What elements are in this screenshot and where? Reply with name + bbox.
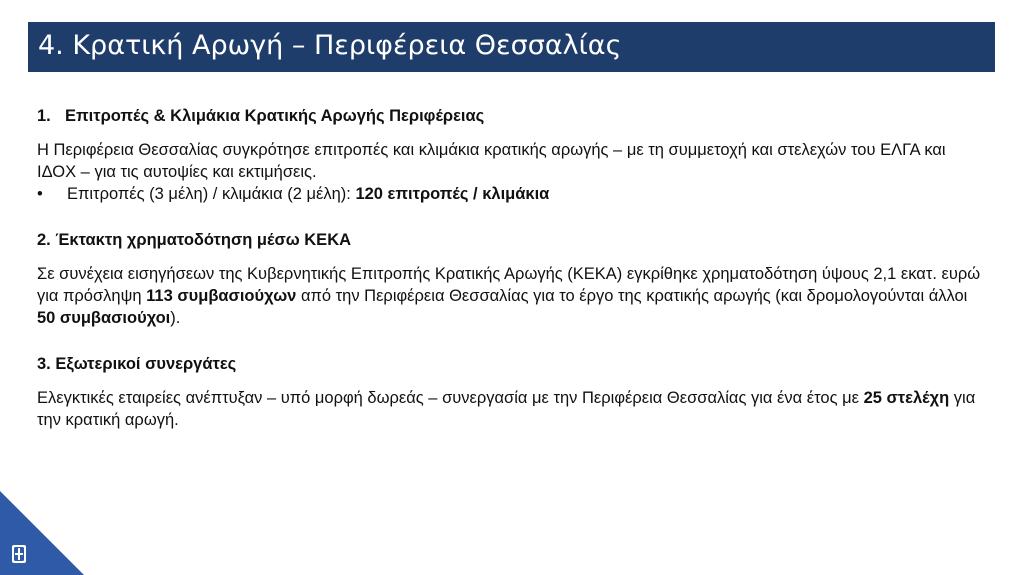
slide-title: 4. Κρατική Αρωγή – Περιφέρεια Θεσσαλίας [38,30,622,61]
bullet-text-bold: 120 επιτροπές / κλιμάκια [355,185,550,203]
section-3 [37,353,987,431]
bullet-symbol: • [37,185,43,203]
slide-content [37,105,987,431]
title-bar [28,22,995,72]
section-2-text-3: ). [170,309,181,327]
section-3-paragraph [37,387,987,431]
section-1-bullet [37,183,987,205]
corner-triangle [0,491,84,575]
section-2-text-1: Σε συνέχεια εισηγήσεων της Κυβερνητικής Επιτροπής Κρατικής Αρωγής (ΚΕΚΑ) εγκρίθηκε χρηματοδότηση ύψους 2,1 εκατ. ευρώ για πρόσληψη [37,265,981,305]
section-3-text-1: Ελεγκτικές εταιρείες ανέπτυξαν – υπό μορφή δωρεάς – συνεργασία με την Περιφέρεια Θεσσαλίας για ένα έτος με [37,389,864,407]
section-1-heading-text: Επιτροπές & Κλιμάκια Κρατικής Αρωγής Περιφέρειας [65,107,485,125]
section-3-bold-1: 25 στελέχη [863,389,950,407]
section-2-heading: 2. Έκτακτη χρηματοδότηση μέσω ΚΕΚΑ [37,231,352,249]
greek-coat-of-arms-icon [12,545,26,563]
section-3-heading: 3. Εξωτερικοί συνεργάτες [37,355,237,373]
section-2-bold-2: 50 συμβασιούχοι [37,309,171,327]
section-2 [37,229,987,329]
section-2-text-2: από την Περιφέρεια Θεσσαλίας για το έργο της κρατικής αρωγής (και δρομολογούνται άλλοι [296,287,968,305]
section-2-paragraph [37,263,987,329]
section-3-text-2: για την κρατική αρωγή. [37,389,976,429]
bullet-text-plain: Επιτροπές (3 μέλη) / κλιμάκια (2 μέλη): [67,185,356,203]
section-1-paragraph: Η Περιφέρεια Θεσσαλίας συγκρότησε επιτροπές και κλιμάκια κρατικής αρωγής – με τη συμμετοχή και στελεχών του ΕΛΓΑ και ΙΔΟΧ – για τις αυτοψίες και εκτιμήσεις. [37,141,946,181]
section-1-heading [37,105,987,127]
section-1 [37,105,987,205]
section-1-number: 1. [37,107,51,125]
bullet-text [67,183,549,205]
section-2-bold-1: 113 συμβασιούχων [146,287,297,305]
